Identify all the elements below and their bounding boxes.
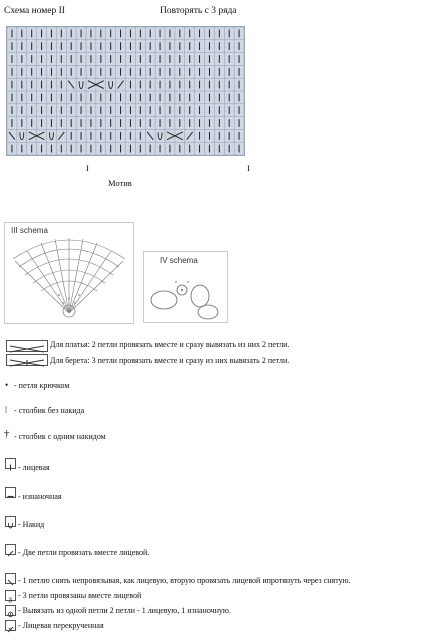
svg-text:3: 3 xyxy=(8,597,13,604)
chain-stitch-icon: • xyxy=(5,380,9,390)
legend-dc: - столбик с одним накидом xyxy=(14,432,106,441)
legend-dress: Для платья: 2 петли провязать вместе и сразу вывязать из них 2 петли. xyxy=(50,340,290,349)
twisted-knit-icon xyxy=(5,620,16,631)
yarn-over-icon xyxy=(5,516,16,527)
schema-iii-title: III schema xyxy=(11,226,48,235)
chart-stitch xyxy=(58,132,64,140)
chart-stitch xyxy=(158,132,162,139)
k3tog-icon xyxy=(5,590,16,604)
chart-stitch xyxy=(9,132,15,140)
purl-stitch-icon xyxy=(5,487,16,498)
schema-iv-title: IV schema xyxy=(160,256,198,265)
legend-k3tog: - 3 петли провязаны вместе лицевой xyxy=(18,591,142,600)
motif-label: Мотив xyxy=(108,178,132,188)
motif-marker-right: I xyxy=(247,163,250,173)
scheme-title: Схема номер II xyxy=(4,6,65,16)
legend-purl: - изнаночная xyxy=(18,492,62,501)
crochet-fan-diagram xyxy=(5,223,133,323)
chart-stitch xyxy=(68,81,74,89)
motif-marker-left: I xyxy=(86,163,89,173)
chart-stitch xyxy=(118,81,124,89)
legend-ssk: - 1 петлю снять непровязывая, как лицевую, вторую провязать лицевой ипротянуть через снятую. xyxy=(18,576,351,585)
schema-iv xyxy=(143,251,228,323)
legend-k2tog: - Две петли провязать вместе лицевой. xyxy=(18,548,150,557)
repeat-note: Повторять с 3 ряда xyxy=(160,6,237,16)
legend-ktbl: - Лицевая перекрученная xyxy=(18,621,104,630)
knitting-chart xyxy=(6,26,245,156)
knit-stitch-icon xyxy=(5,458,16,469)
legend-chain: - петля крючком xyxy=(14,381,70,390)
chart-stitch xyxy=(20,132,24,139)
schema-iii xyxy=(4,222,134,324)
legend-sc: - столбик без накида xyxy=(14,406,85,415)
beret-cross-symbol-icon xyxy=(6,354,48,366)
single-crochet-icon: ǀ xyxy=(5,405,8,416)
increase-icon xyxy=(5,605,16,616)
knitting-chart-svg xyxy=(7,27,244,155)
double-crochet-icon: † xyxy=(4,428,10,440)
legend-yo: - Накид xyxy=(18,520,45,529)
legend-inc: - Вывязать из одной петли 2 петли - 1 лицевую, 1 изнаночную. xyxy=(18,606,231,615)
chart-stitch xyxy=(187,132,193,140)
chart-stitch xyxy=(79,81,83,88)
dress-cross-symbol-icon xyxy=(6,340,48,352)
chart-stitch xyxy=(109,81,113,88)
legend-knit: - лицевая xyxy=(18,463,50,472)
ssk-icon xyxy=(5,573,16,584)
legend-beret: Для берета: 3 петли провязать вместе и сразу из них вывязать 2 петли. xyxy=(50,356,290,365)
chart-stitch xyxy=(147,132,153,140)
k2tog-icon xyxy=(5,544,16,555)
chart-stitch xyxy=(50,132,54,139)
